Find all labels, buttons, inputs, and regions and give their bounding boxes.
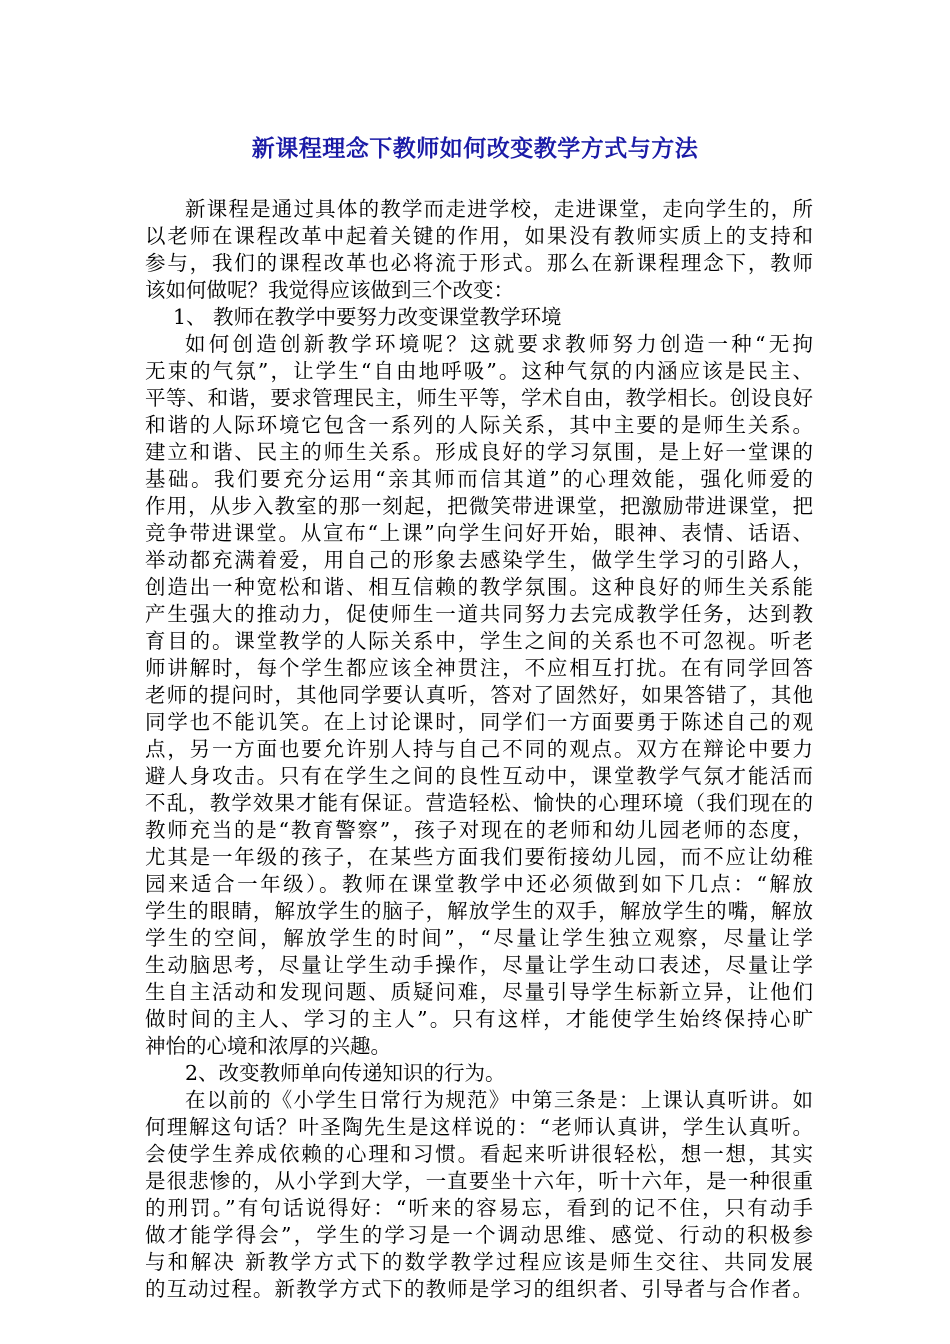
text-line: 建立和谐、民主的师生关系。形成良好的学习氛围，是上好一堂课的 (145, 440, 813, 464)
text-line: 避人身攻击。只有在学生之间的良性互动中，课堂教学气氛才能活而 (145, 764, 813, 788)
text-line: 尤其是一年级的孩子，在某些方面我们要衔接幼儿园，而不应让幼稚 (145, 845, 813, 869)
text-line: 平等、和谐，要求管理民主，师生平等，学术自由，教学相长。创设良好 (145, 386, 813, 410)
text-line: 会使学生养成依赖的心理和习惯。看起来听讲很轻松，想一想，其实 (145, 1142, 813, 1166)
text-line: 老师的提问时，其他同学要认真听，答对了固然好，如果答错了，其他 (145, 683, 813, 707)
text-line: 做时间的主人、学习的主人”。只有这样，才能使学生始终保持心旷 (145, 1007, 813, 1031)
document-body (145, 196, 813, 1303)
text-line: 创造出一种宽松和谐、相互信赖的教学氛围。这种良好的师生关系能 (145, 575, 813, 599)
text-line: 基础。我们要充分运用“亲其师而信其道”的心理效能，强化师爱的 (145, 467, 813, 491)
text-line: 的刑罚。”有句话说得好：“听来的容易忘，看到的记不住，只有动手 (145, 1196, 813, 1220)
text-line: 做才能学得会”，学生的学习是一个调动思维、感觉、行动的积极参 (145, 1223, 813, 1247)
text-line: 的互动过程。新教学方式下的教师是学习的组织者、引导者与合作者。 (145, 1277, 813, 1301)
text-line: 在以前的《小学生日常行为规范》中第三条是：上课认真听讲。如 (185, 1088, 813, 1112)
text-line: 举动都充满着爱，用自己的形象去感染学生，做学生学习的引路人， (145, 548, 813, 572)
text-line: 神怡的心境和浓厚的兴趣。 (145, 1034, 391, 1058)
text-line: 不乱，教学效果才能有保证。营造轻松、愉快的心理环境（我们现在的 (145, 791, 813, 815)
document-title: 新课程理念下教师如何改变教学方式与方法 (251, 135, 699, 162)
text-line: 生动脑思考，尽量让学生动手操作，尽量让学生动口表述，尽量让学 (145, 953, 813, 977)
text-line: 和谐的人际环境它包含一系列的人际关系，其中主要的是师生关系。 (145, 413, 813, 437)
text-line: 作用，从步入教室的那一刻起，把微笑带进课堂，把激励带进课堂，把 (145, 494, 813, 518)
text-line: 同学也不能讥笑。在上讨论课时，同学们一方面要勇于陈述自己的观 (145, 710, 813, 734)
text-line: 该如何做呢？我觉得应该做到三个改变： (145, 278, 514, 302)
text-line: 何理解这句话？叶圣陶先生是这样说的：“老师认真讲，学生认真听。 (145, 1115, 813, 1139)
text-line: 园来适合一年级）。教师在课堂教学中还必须做到如下几点：“解放 (145, 872, 813, 896)
text-line: 是很悲惨的，从小学到大学，一直要坐十六年，听十六年，是一种很重 (145, 1169, 813, 1193)
text-line: 1、 教师在教学中要努力改变课堂教学环境 (173, 305, 562, 329)
text-line: 生自主活动和发现问题、质疑问难，尽量引导学生标新立异，让他们 (145, 980, 813, 1004)
text-line: 育目的。课堂教学的人际关系中，学生之间的关系也不可忽视。听老 (145, 629, 813, 653)
text-line: 师讲解时，每个学生都应该全神贯注，不应相互打扰。在有同学回答 (145, 656, 813, 680)
text-line: 参与，我们的课程改革也必将流于形式。那么在新课程理念下，教师 (145, 251, 813, 275)
text-line: 如何创造创新教学环境呢？这就要求教师努力创造一种“无拘 (185, 332, 813, 356)
text-line: 学生的眼睛，解放学生的脑子，解放学生的双手，解放学生的嘴，解放 (145, 899, 813, 923)
text-line: 产生强大的推动力，促使师生一道共同努力去完成教学任务，达到教 (145, 602, 813, 626)
text-line: 竞争带进课堂。从宣布“上课”向学生问好开始，眼神、表情、话语、 (145, 521, 813, 545)
text-line: 学生的空间，解放学生的时间”，“尽量让学生独立观察，尽量让学 (145, 926, 813, 950)
text-line: 点，另一方面也要允许别人持与自己不同的观点。双方在辩论中要力 (145, 737, 813, 761)
text-line: 2、改变教师单向传递知识的行为。 (185, 1061, 506, 1085)
text-line: 以老师在课程改革中起着关键的作用，如果没有教师实质上的支持和 (145, 224, 813, 248)
text-line: 无束的气氛”，让学生“自由地呼吸”。这种气氛的内涵应该是民主、 (145, 359, 813, 383)
text-line: 教师充当的是“教育警察”，孩子对现在的老师和幼儿园老师的态度， (145, 818, 813, 842)
text-line: 新课程是通过具体的教学而走进学校，走进课堂，走向学生的，所 (185, 197, 813, 221)
text-line: 与和解决 新教学方式下的数学教学过程应该是师生交往、共同发展 (145, 1250, 813, 1274)
